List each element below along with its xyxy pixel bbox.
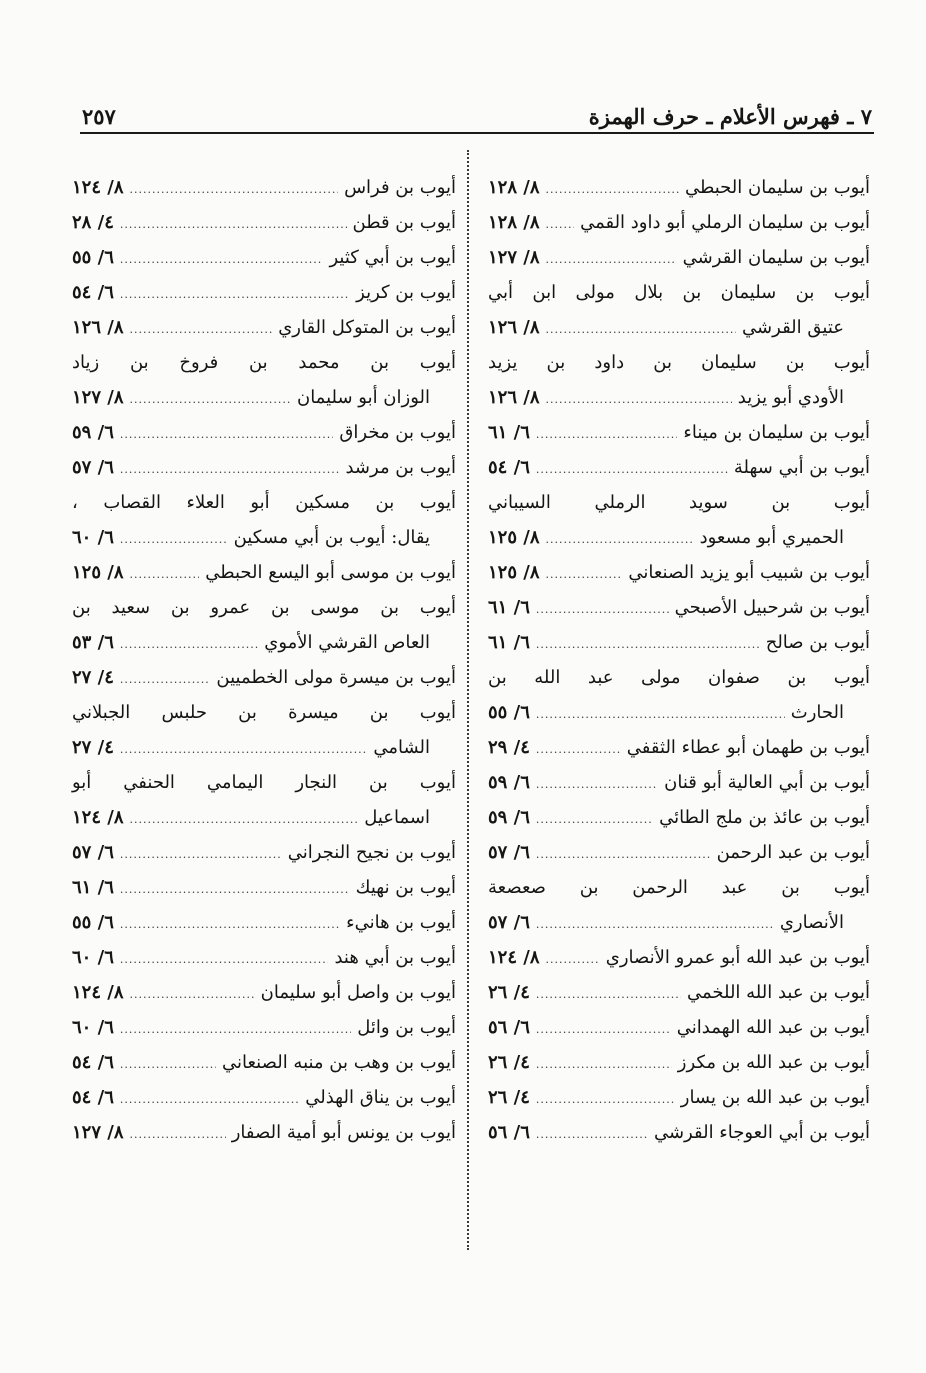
dot-leader [546, 382, 732, 417]
dot-leader [130, 557, 200, 592]
index-entry [72, 310, 456, 345]
index-entry-first-line: أيوب بن عبد الرحمن بن صعصعة [488, 877, 870, 898]
entry-name: أيوب بن أبي العوجاء القرشي [653, 1122, 870, 1143]
index-entry [72, 1010, 456, 1045]
entry-name: أيوب بن عبد الله بن مكرز [677, 1052, 870, 1073]
index-entry [72, 240, 456, 275]
entry-name: أيوب بن سليمان بن ميناء [683, 422, 870, 443]
entry-name: أيوب بن أبي العالية أبو قنان [664, 772, 870, 793]
dot-leader [536, 592, 669, 627]
dot-leader [546, 312, 737, 347]
dot-leader [546, 942, 600, 977]
entry-name: العاص القرشي الأموي [264, 632, 430, 653]
entry-name: أيوب بن عبد الله اللخمي [686, 982, 870, 1003]
volume-page-reference: ٦/ ٥٦ [488, 1017, 530, 1038]
volume-page-reference: ٨/ ١٢٤ [72, 807, 124, 828]
index-entry [488, 695, 870, 730]
volume-page-reference: ٤/ ٢٧ [72, 667, 114, 688]
index-entry-first-line: أيوب بن موسى بن عمرو بن سعيد بن [72, 597, 456, 618]
dot-leader [120, 522, 228, 557]
index-entry [488, 1115, 870, 1150]
index-entry [72, 975, 456, 1010]
index-entry [488, 975, 870, 1010]
dot-leader [546, 242, 677, 277]
index-entry [72, 870, 456, 905]
volume-page-reference: ٦/ ٥٣ [72, 632, 114, 653]
volume-page-reference: ٦/ ٥٤ [488, 457, 530, 478]
entry-name: أيوب بن سليمان الحبطي [684, 177, 870, 198]
index-entry [488, 765, 870, 800]
dot-leader [536, 627, 760, 662]
entry-name: أيوب بن مرشد [345, 457, 456, 478]
index-entry [72, 1080, 456, 1115]
dot-leader [536, 1012, 671, 1047]
volume-page-reference: ٦/ ٥٩ [488, 772, 530, 793]
volume-page-reference: ٦/ ٥٥ [488, 702, 530, 723]
entry-name: أيوب بن موسى أبو اليسع الحبطي [205, 562, 456, 583]
index-entry-first-line: أيوب بن سويد الرملي السيباني [488, 492, 870, 513]
index-entry [72, 800, 456, 835]
dot-leader [536, 1082, 675, 1117]
volume-page-reference: ٦/ ٦٠ [72, 1017, 114, 1038]
entry-name: أيوب بن أبي سهلة [733, 457, 870, 478]
volume-page-reference: ٨/ ١٢٨ [488, 212, 540, 233]
entry-name: أيوب بن واصل أبو سليمان [260, 982, 456, 1003]
entry-name: أيوب بن المتوكل القاري [278, 317, 456, 338]
entry-name: أيوب بن نجيح النجراني [287, 842, 456, 863]
entry-name: الحميري أبو مسعود [699, 527, 844, 548]
dot-leader [130, 977, 255, 1012]
entry-name: أيوب بن عبد الله أبو عمرو الأنصاري [605, 947, 870, 968]
entry-name: أيوب بن طهمان أبو عطاء الثقفي [626, 737, 870, 758]
running-header [82, 98, 872, 132]
index-entry [488, 240, 870, 275]
index-entry-first-line: أيوب بن محمد بن فروخ بن زياد [72, 352, 456, 373]
dot-leader [130, 172, 339, 207]
dot-leader [120, 1047, 216, 1082]
dot-leader [546, 172, 679, 207]
dot-leader [130, 802, 359, 837]
dot-leader [536, 907, 774, 942]
dot-leader [546, 207, 575, 242]
index-entry [488, 170, 870, 205]
index-entry [488, 940, 870, 975]
volume-page-reference: ٨/ ١٢٧ [72, 387, 124, 408]
index-entry [72, 205, 456, 240]
index-entry [488, 1045, 870, 1080]
index-entry [72, 625, 456, 660]
index-entry [72, 1115, 456, 1150]
index-entry [72, 275, 456, 310]
dot-leader [120, 1082, 299, 1117]
volume-page-reference: ٦/ ٥٧ [488, 912, 530, 933]
volume-page-reference: ٤/ ٢٩ [488, 737, 530, 758]
dot-leader [120, 1012, 351, 1047]
index-entry [488, 450, 870, 485]
index-entry [72, 520, 456, 555]
volume-page-reference: ٦/ ٦١ [488, 632, 530, 653]
entry-name: أيوب بن شرحبيل الأصبحي [674, 597, 870, 618]
dot-leader [536, 1117, 648, 1152]
index-entry [72, 1045, 456, 1080]
volume-page-reference: ٨/ ١٢٤ [72, 982, 124, 1003]
dot-leader [120, 732, 367, 767]
volume-page-reference: ٨/ ١٢٥ [488, 562, 540, 583]
entry-name: أيوب بن سليمان الرملي أبو داود القمي [580, 212, 870, 233]
entry-name: يقال: أيوب بن أبي مسكين [233, 527, 430, 548]
volume-page-reference: ٦/ ٥٦ [488, 1122, 530, 1143]
entry-name: أيوب بن يونس أبو أمية الصفار [231, 1122, 456, 1143]
index-entry [488, 380, 870, 415]
dot-leader [536, 977, 681, 1012]
index-entry [72, 380, 456, 415]
volume-page-reference: ٨/ ١٢٨ [488, 177, 540, 198]
volume-page-reference: ٨/ ١٢٧ [72, 1122, 124, 1143]
dot-leader [536, 417, 678, 452]
volume-page-reference: ٨/ ١٢٤ [72, 177, 124, 198]
volume-page-reference: ٦/ ٥٥ [72, 247, 114, 268]
volume-page-reference: ٦/ ٥٩ [488, 807, 530, 828]
entry-name: أيوب بن يناق الهذلي [305, 1087, 456, 1108]
volume-page-reference: ٦/ ٦١ [72, 877, 114, 898]
entry-name: الشامي [373, 737, 430, 758]
index-entry [72, 730, 456, 765]
dot-leader [536, 802, 653, 837]
entry-name: أيوب بن شبيب أبو يزيد الصنعاني [628, 562, 870, 583]
dot-leader [546, 557, 623, 592]
entry-name: أيوب بن أبي كثير [329, 247, 456, 268]
index-entry [72, 835, 456, 870]
dot-leader [120, 242, 324, 277]
index-entry-first-line: أيوب بن مسكين أبو العلاء القصاب ، [72, 492, 456, 513]
volume-page-reference: ٤/ ٢٦ [488, 1052, 530, 1073]
entry-name: أيوب بن عبد الله الهمداني [676, 1017, 870, 1038]
volume-page-reference: ٨/ ١٢٧ [488, 247, 540, 268]
dot-leader [536, 452, 728, 487]
index-entry [488, 415, 870, 450]
index-entry-first-line: أيوب بن سليمان بن بلال مولى ابن أبي [488, 282, 870, 303]
entry-name: أيوب بن عائذ بن ملج الطائي [659, 807, 870, 828]
volume-page-reference: ٤/ ٢٧ [72, 737, 114, 758]
dot-leader [120, 837, 282, 872]
volume-page-reference: ٦/ ٥٤ [72, 1052, 114, 1073]
header-rule [80, 132, 874, 134]
volume-page-reference: ٨/ ١٢٤ [488, 947, 540, 968]
entry-name: أيوب بن صالح [765, 632, 870, 653]
volume-page-reference: ٤/ ٢٦ [488, 1087, 530, 1108]
volume-page-reference: ٤/ ٢٦ [488, 982, 530, 1003]
volume-page-reference: ٨/ ١٢٦ [72, 317, 124, 338]
index-entry [488, 905, 870, 940]
dot-leader [120, 662, 211, 697]
index-entry [488, 800, 870, 835]
index-entry-first-line: أيوب بن ميسرة بن حلبس الجبلاني [72, 702, 456, 723]
entry-name: أيوب بن هانيء [346, 912, 456, 933]
dot-leader [120, 942, 329, 977]
page-number: ٢٥٧ [82, 104, 116, 129]
volume-page-reference: ٨/ ١٢٦ [488, 387, 540, 408]
entry-name: الأودي أبو يزيد [737, 387, 844, 408]
index-entry [72, 905, 456, 940]
entry-name: أيوب بن قطن [352, 212, 456, 233]
index-entry [488, 310, 870, 345]
dot-leader [130, 382, 291, 417]
dot-leader [130, 312, 273, 347]
dot-leader [130, 1117, 226, 1152]
dot-leader [536, 732, 621, 767]
volume-page-reference: ٦/ ٥٤ [72, 282, 114, 303]
index-entry-first-line: أيوب بن النجار اليمامي الحنفي أبو [72, 772, 456, 793]
entry-name: أيوب بن أبي هند [334, 947, 456, 968]
column-divider [467, 150, 469, 1250]
index-entry [72, 555, 456, 590]
entry-name: عتيق القرشي [742, 317, 844, 338]
volume-page-reference: ٦/ ٦٠ [72, 527, 114, 548]
index-entry-first-line: أيوب بن صفوان مولى عبد الله بن [488, 667, 870, 688]
volume-page-reference: ٦/ ٦١ [488, 597, 530, 618]
volume-page-reference: ٦/ ٥٥ [72, 912, 114, 933]
dot-leader [536, 837, 711, 872]
volume-page-reference: ٦/ ٦٠ [72, 947, 114, 968]
entry-name: أيوب بن وهب بن منبه الصنعاني [221, 1052, 456, 1073]
entry-name: الوزان أبو سليمان [296, 387, 430, 408]
dot-leader [120, 872, 350, 907]
dot-leader [120, 907, 340, 942]
volume-page-reference: ٨/ ١٢٥ [72, 562, 124, 583]
dot-leader [120, 277, 350, 312]
volume-page-reference: ٦/ ٦١ [488, 422, 530, 443]
dot-leader [120, 417, 334, 452]
volume-page-reference: ٦/ ٥٩ [72, 422, 114, 443]
index-entry [488, 555, 870, 590]
dot-leader [536, 697, 785, 732]
volume-page-reference: ٦/ ٥٤ [72, 1087, 114, 1108]
entry-name: أيوب بن وائل [357, 1017, 456, 1038]
index-entry [488, 730, 870, 765]
volume-page-reference: ٦/ ٥٧ [488, 842, 530, 863]
dot-leader [120, 627, 258, 662]
entry-name: أيوب بن سليمان القرشي [682, 247, 870, 268]
volume-page-reference: ٦/ ٥٧ [72, 457, 114, 478]
dot-leader [120, 452, 340, 487]
index-entry [488, 625, 870, 660]
volume-page-reference: ٦/ ٥٧ [72, 842, 114, 863]
volume-page-reference: ٤/ ٢٨ [72, 212, 114, 233]
entry-name: أيوب بن مخراق [339, 422, 456, 443]
dot-leader [536, 1047, 672, 1082]
index-entry [72, 415, 456, 450]
index-entry-first-line: أيوب بن سليمان بن داود بن يزيد [488, 352, 870, 373]
entry-name: اسماعيل [364, 807, 430, 828]
entry-name: الأنصاري [779, 912, 844, 933]
entry-name: أيوب بن عبد الرحمن [716, 842, 870, 863]
volume-page-reference: ٨/ ١٢٦ [488, 317, 540, 338]
index-entry [72, 660, 456, 695]
volume-page-reference: ٨/ ١٢٥ [488, 527, 540, 548]
index-entry [72, 170, 456, 205]
running-title: ٧ ـ فهرس الأعلام ـ حرف الهمزة [588, 104, 872, 129]
dot-leader [536, 767, 658, 802]
index-entry [488, 590, 870, 625]
dot-leader [120, 207, 347, 242]
entry-name: أيوب بن ميسرة مولى الخطميين [216, 667, 456, 688]
index-entry [488, 520, 870, 555]
index-entry [488, 1080, 870, 1115]
index-entry [488, 835, 870, 870]
index-entry [72, 940, 456, 975]
entry-name: أيوب بن فراس [344, 177, 456, 198]
entry-name: الحارث [790, 702, 844, 723]
index-entry [488, 1010, 870, 1045]
index-entry [488, 205, 870, 240]
index-column-right [488, 170, 870, 1150]
entry-name: أيوب بن كريز [356, 282, 456, 303]
entry-name: أيوب بن عبد الله بن يسار [680, 1087, 870, 1108]
dot-leader [546, 522, 694, 557]
entry-name: أيوب بن نهيك [355, 877, 456, 898]
index-column-left [72, 170, 456, 1150]
index-entry [72, 450, 456, 485]
